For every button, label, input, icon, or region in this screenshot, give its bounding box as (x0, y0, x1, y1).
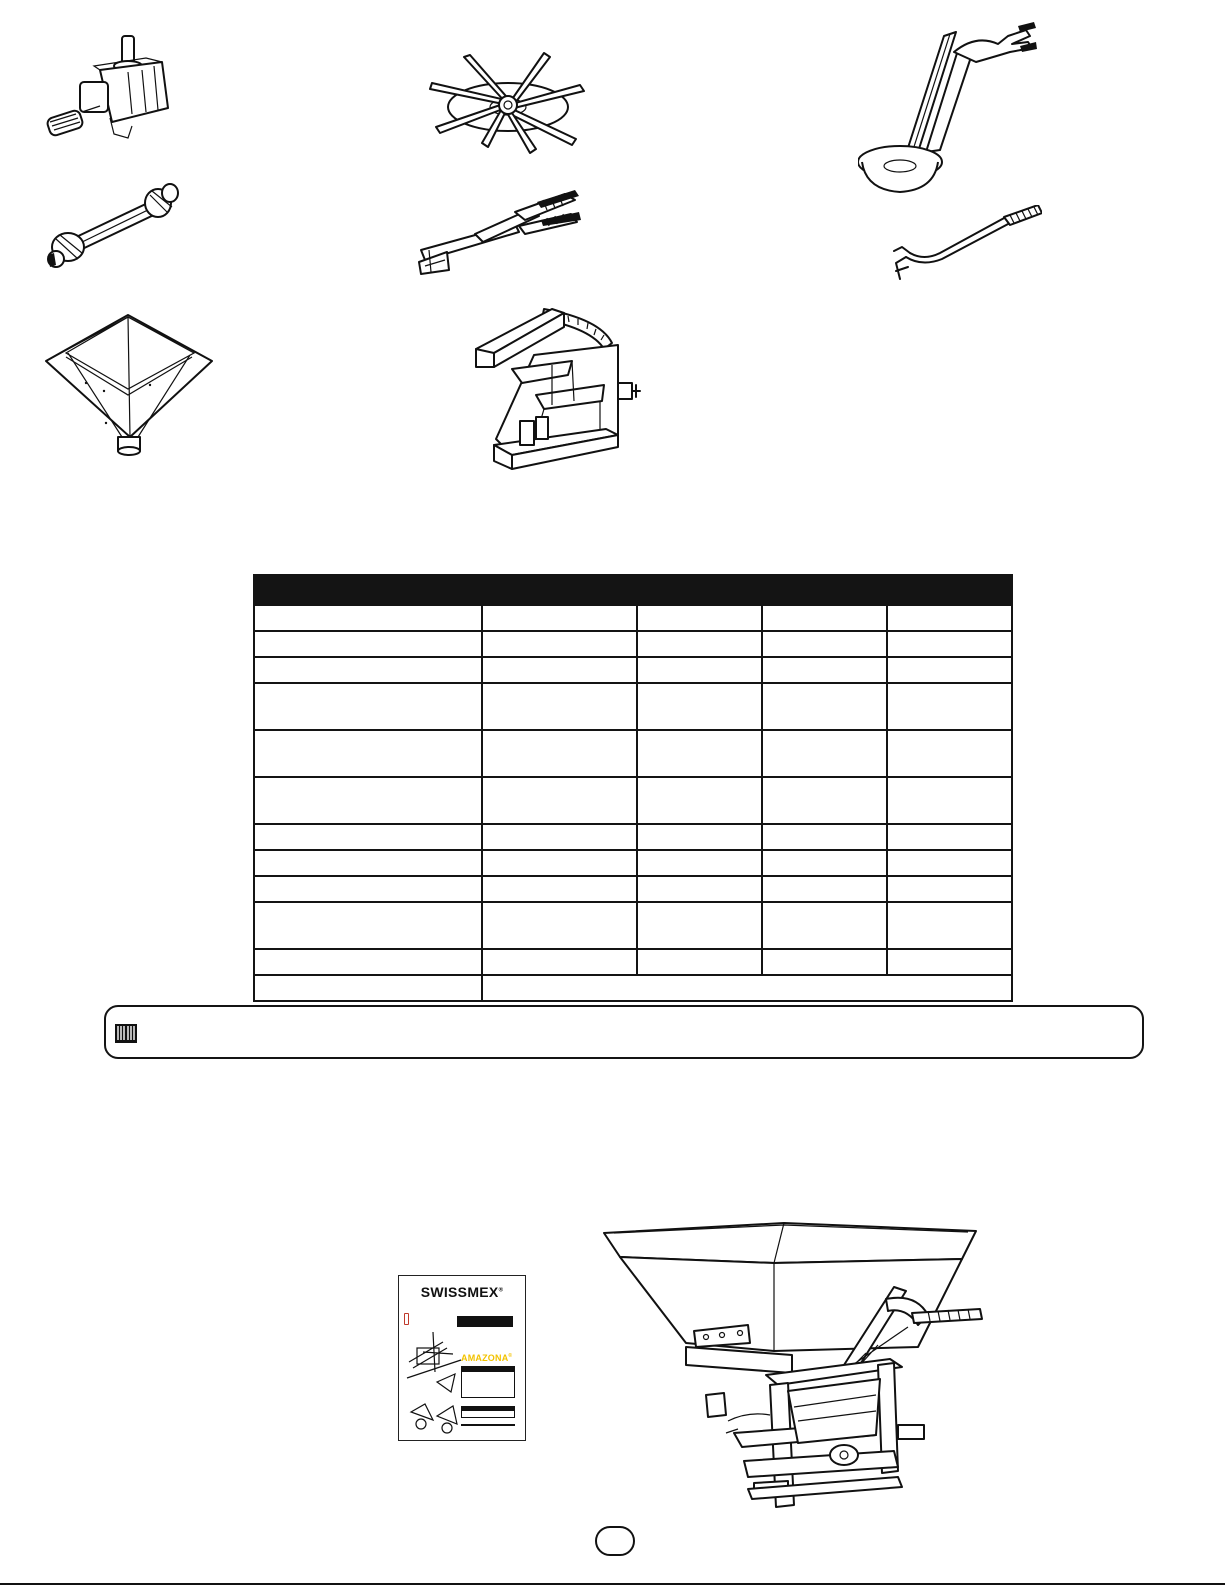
pto-shaft-part (42, 183, 182, 275)
gearbox-part (42, 30, 177, 148)
swissmex-logo-text: SWISSMEX (420, 1284, 499, 1300)
table-row (254, 824, 1012, 850)
spinner-disc-icon (428, 45, 588, 155)
table-cell (482, 730, 637, 777)
table-cell (254, 730, 482, 777)
amazona-logo (461, 1353, 512, 1363)
table-cell (254, 631, 482, 657)
table-cell (637, 683, 762, 730)
table-cell (254, 975, 482, 1001)
spinner-disc-part (428, 45, 588, 155)
table-cell (254, 876, 482, 902)
table-row (254, 605, 1012, 631)
table-cell (887, 949, 1012, 975)
table-cell (887, 657, 1012, 683)
table-cell (254, 605, 482, 631)
table-cell (762, 902, 887, 949)
table-cell (637, 777, 762, 824)
table-cell (637, 850, 762, 876)
table-cell (482, 683, 637, 730)
table-cell (482, 631, 637, 657)
spec-table (253, 574, 1013, 1002)
spout-assembly-icon (858, 22, 1038, 197)
table-cell (887, 683, 1012, 730)
table-cell (482, 876, 637, 902)
table-cell (637, 876, 762, 902)
table-cell (762, 657, 887, 683)
table-cell (887, 730, 1012, 777)
table-cell (637, 824, 762, 850)
table-cell (254, 850, 482, 876)
page-number (595, 1526, 635, 1556)
table-cell (762, 949, 887, 975)
table-cell (762, 824, 887, 850)
brochure-rule (461, 1424, 515, 1426)
control-lever-part (892, 205, 1042, 285)
table-cell (637, 730, 762, 777)
table-cell (637, 949, 762, 975)
table-cell (762, 850, 887, 876)
table-cell (482, 824, 637, 850)
table-row (254, 683, 1012, 730)
table-cell (887, 631, 1012, 657)
table-cell (482, 949, 637, 975)
table-cell (482, 605, 637, 631)
table-cell-merged (482, 975, 1012, 1001)
brochure-title-bar (457, 1316, 513, 1327)
table-cell (254, 683, 482, 730)
table-cell (254, 657, 482, 683)
agitator-clamp-icon (415, 190, 585, 275)
spreader-assembly-illustration (598, 1215, 998, 1520)
footer-rule (0, 1583, 1225, 1585)
frame-icon (472, 305, 650, 475)
table-cell (762, 631, 887, 657)
table-cell (762, 876, 887, 902)
table-cell (887, 777, 1012, 824)
agitator-clamp-part (415, 190, 585, 275)
amazona-logo-text: AMAZONA (461, 1353, 509, 1363)
table-cell (887, 605, 1012, 631)
table-cell (637, 631, 762, 657)
amazona-logo-mark: ® (508, 1353, 513, 1359)
control-lever-icon (892, 205, 1042, 285)
table-cell (762, 730, 887, 777)
hopper-part (44, 313, 214, 463)
hopper-icon (44, 313, 214, 463)
table-row (254, 777, 1012, 824)
spec-table-header-row (254, 575, 1012, 605)
table-cell (254, 777, 482, 824)
info-note (104, 1005, 1144, 1059)
frame-part (472, 305, 650, 475)
table-cell (637, 605, 762, 631)
table-row (254, 902, 1012, 949)
brochure-cover (398, 1275, 526, 1441)
table-cell (254, 902, 482, 949)
table-cell (887, 902, 1012, 949)
table-cell (482, 902, 637, 949)
table-cell (254, 949, 482, 975)
table-row (254, 730, 1012, 777)
spout-assembly-part (858, 22, 1038, 197)
table-cell (637, 657, 762, 683)
gearbox-icon (42, 30, 177, 148)
table-cell (482, 657, 637, 683)
swissmex-logo (399, 1284, 525, 1300)
spec-table-header (254, 575, 1012, 605)
manual-book-icon (114, 1022, 138, 1044)
table-cell (887, 850, 1012, 876)
swissmex-logo-mark: ® (498, 1287, 504, 1294)
brochure-info-box-small (461, 1406, 515, 1418)
spreader-assembly-icon (598, 1215, 998, 1520)
table-row (254, 657, 1012, 683)
table-row (254, 975, 1012, 1001)
table-cell (887, 824, 1012, 850)
table-cell (254, 824, 482, 850)
table-cell (762, 605, 887, 631)
table-cell (482, 777, 637, 824)
brochure-machine-illustration (403, 1312, 463, 1436)
table-cell (637, 902, 762, 949)
table-row (254, 949, 1012, 975)
table-cell (482, 850, 637, 876)
table-row (254, 850, 1012, 876)
table-cell (762, 683, 887, 730)
table-row (254, 631, 1012, 657)
pto-shaft-icon (42, 183, 182, 275)
brochure-info-box (461, 1366, 515, 1398)
table-cell (762, 777, 887, 824)
table-cell (887, 876, 1012, 902)
table-row (254, 876, 1012, 902)
